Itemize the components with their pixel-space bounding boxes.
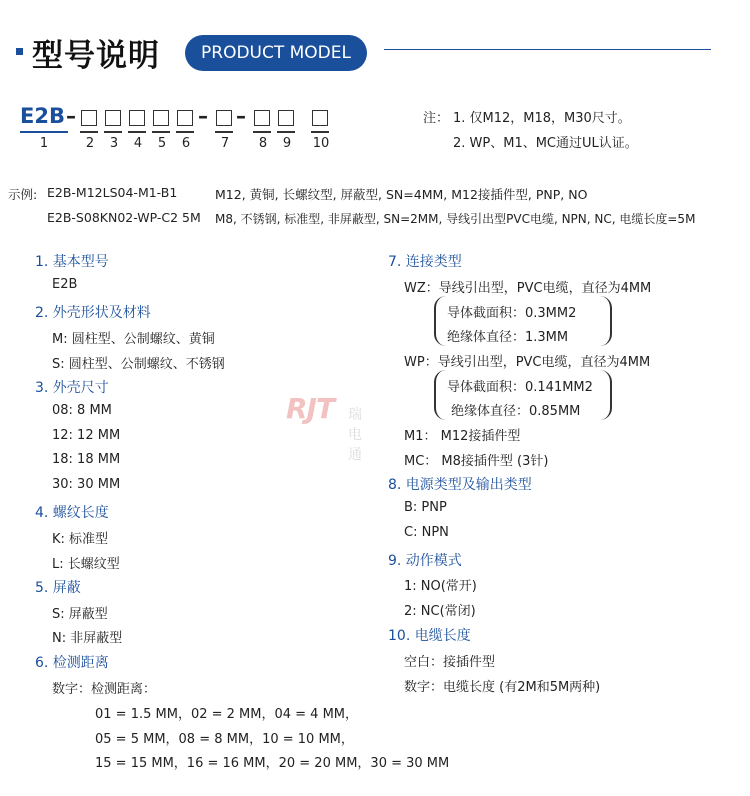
code-index-10: 10 (312, 136, 330, 151)
header-divider (384, 49, 711, 50)
section-7-wz-detail: 导体截面积：0.3MM2 (447, 306, 577, 321)
section-3-item: 12: 12 MM (52, 428, 121, 443)
section-1-title: 1. 基本型号 (35, 254, 109, 270)
code-dash: – (236, 104, 246, 128)
code-index-9: 9 (282, 136, 292, 151)
code-box-2 (81, 110, 97, 126)
section-7-wz-detail: 绝缘体直径：1.3MM (447, 330, 569, 345)
code-index-7: 7 (220, 136, 230, 151)
example-label: 示例: (8, 187, 38, 202)
watermark-logo (286, 392, 362, 463)
code-index-6: 6 (181, 136, 191, 151)
code-box-6 (177, 110, 193, 126)
section-4-title: 4. 螺纹长度 (35, 505, 109, 521)
note-label: 注： (423, 111, 450, 126)
section-7-wp-detail: 绝缘体直径：0.85MM (451, 404, 581, 419)
code-box-4 (129, 110, 145, 126)
code-underline (253, 131, 271, 133)
section-6-row: 05 = 5 MM，08 = 8 MM，10 = 10 MM， (95, 732, 354, 747)
section-1-item: E2B (52, 277, 78, 292)
code-prefix: E2B (20, 104, 65, 128)
code-underline (311, 131, 329, 133)
bracket-left (434, 370, 446, 420)
code-underline (152, 131, 170, 133)
code-underline (277, 131, 295, 133)
section-2-item: S: 圆柱型、公制螺纹、不锈钢 (52, 357, 225, 372)
note-line-2: 2. WP、M1、MC通过UL认证。 (453, 136, 638, 151)
example-2-code: E2B-S08KN02-WP-C2 5M (47, 210, 201, 225)
code-underline (80, 131, 98, 133)
code-index-3: 3 (109, 136, 119, 151)
bracket-right (600, 296, 612, 346)
section-10-item: 空白：接插件型 (404, 655, 496, 670)
section-9-item: 1: NO(常开) (404, 579, 477, 594)
code-index-2: 2 (85, 136, 95, 151)
code-prefix-underline (20, 131, 68, 133)
section-6-title: 6. 检测距离 (35, 655, 109, 671)
section-5-title: 5. 屏蔽 (35, 580, 81, 596)
section-8-item: C: NPN (404, 525, 449, 540)
section-10-title: 10. 电缆长度 (388, 628, 471, 644)
section-2-title: 2. 外壳形状及材料 (35, 305, 151, 321)
example-1-code: E2B-M12LS04-M1-B1 (47, 185, 178, 200)
section-9-title: 9. 动作模式 (388, 553, 462, 569)
section-5-item: S: 屏蔽型 (52, 607, 108, 622)
page-title: 型号说明 (32, 38, 160, 74)
code-box-9 (278, 110, 294, 126)
title-bullet (16, 48, 23, 55)
code-index-5: 5 (157, 136, 167, 151)
code-index-4: 4 (133, 136, 143, 151)
watermark-logo-mark: RJT (286, 392, 335, 425)
section-8-item: B: PNP (404, 500, 447, 515)
code-index-8: 8 (258, 136, 268, 151)
section-3-title: 3. 外壳尺寸 (35, 380, 109, 396)
section-2-item: M: 圆柱型、公制螺纹、黄铜 (52, 332, 215, 347)
code-dash: – (198, 104, 208, 128)
section-3-item: 30: 30 MM (52, 477, 121, 492)
code-underline (128, 131, 146, 133)
watermark-logo-text: 瑞电通 (348, 407, 362, 463)
section-10-item: 数字：电缆长度 (有2M和5M两种) (404, 680, 601, 695)
section-9-item: 2: NC(常闭) (404, 604, 476, 619)
section-6-label: 数字：检测距离： (52, 682, 157, 697)
code-dash: – (66, 104, 76, 128)
bracket-right (600, 370, 612, 420)
code-underline (176, 131, 194, 133)
section-5-item: N: 非屏蔽型 (52, 631, 123, 646)
section-7-wz: WZ：导线引出型，PVC电缆，直径为4MM (404, 281, 652, 296)
example-1-desc: M12, 黄铜, 长螺纹型, 屏蔽型, SN=4MM, M12接插件型, PNP, NO (215, 187, 588, 202)
section-7-wp-detail: 导体截面积：0.141MM2 (447, 380, 593, 395)
code-box-3 (105, 110, 121, 126)
section-4-item: L: 长螺纹型 (52, 557, 120, 572)
code-index-1: 1 (39, 136, 49, 151)
section-7-title: 7. 连接类型 (388, 254, 462, 270)
section-3-item: 08: 8 MM (52, 403, 112, 418)
code-box-8 (254, 110, 270, 126)
product-model-badge: PRODUCT MODEL (185, 35, 367, 71)
section-3-item: 18: 18 MM (52, 452, 121, 467)
section-6-row: 15 = 15 MM，16 = 16 MM，20 = 20 MM，30 = 30 MM (95, 756, 450, 771)
code-box-7 (216, 110, 232, 126)
section-7-m1: M1： M12接插件型 (404, 429, 521, 444)
section-7-wp: WP：导线引出型，PVC电缆，直径为4MM (404, 355, 651, 370)
code-underline (215, 131, 233, 133)
section-7-mc: MC： M8接插件型 (3针) (404, 454, 549, 469)
bracket-left (434, 296, 446, 346)
code-box-10 (312, 110, 328, 126)
example-2-desc: M8, 不锈钢, 标准型, 非屏蔽型, SN=2MM, 导线引出型PVC电缆, NPN, NC, 电缆长度=5M (215, 212, 696, 226)
section-4-item: K: 标准型 (52, 532, 109, 547)
code-box-5 (153, 110, 169, 126)
section-8-title: 8. 电源类型及输出类型 (388, 477, 532, 493)
section-6-row: 01 = 1.5 MM，02 = 2 MM，04 = 4 MM， (95, 707, 359, 722)
code-underline (104, 131, 122, 133)
note-line-1: 1. 仅M12，M18，M30尺寸。 (453, 111, 631, 126)
